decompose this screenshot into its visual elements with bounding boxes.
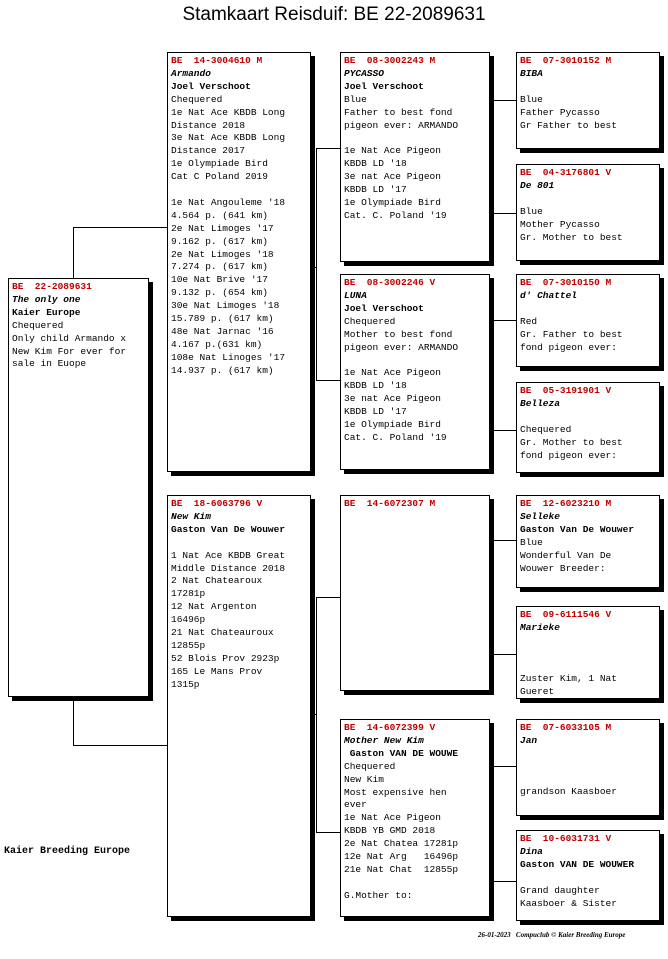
- pigeon-name: Marieke: [520, 621, 560, 633]
- ring-number: BE 07-3010150 M: [520, 277, 612, 288]
- owner-name: Gaston Van De Wouwer: [171, 523, 286, 535]
- detail-line: Wonderful Van De: [520, 549, 612, 561]
- detail-line: 1315p: [171, 678, 200, 690]
- detail-line: Mother to best fond: [344, 328, 453, 340]
- detail-line: 165 Le Mans Prov: [171, 665, 263, 677]
- detail-line: 2e Nat Chatea 17281p: [344, 838, 459, 850]
- connector: [73, 697, 74, 745]
- connector: [490, 320, 516, 321]
- connector: [490, 320, 491, 430]
- spacer: [520, 748, 656, 761]
- ring-number: BE 12-6023210 M: [520, 498, 612, 509]
- detail-line: fond pigeon ever:: [520, 449, 617, 461]
- pigeon-name: Belleza: [520, 397, 560, 409]
- detail-line: New Kim: [344, 773, 384, 785]
- pigeon-name: d' Chattel: [520, 289, 578, 301]
- spacer: [171, 184, 307, 197]
- owner-name: Gaston VAN DE WOUWE: [344, 747, 459, 759]
- detail-line: Cat C Poland 2019: [171, 171, 268, 183]
- ring-number: BE 04-3176801 V: [520, 167, 612, 178]
- ring-number: BE 07-6033105 M: [520, 722, 612, 733]
- detail-line: 21e Nat Chat 12855p: [344, 863, 459, 875]
- connector: [490, 213, 516, 214]
- detail-line: 30e Nat Limoges '18: [171, 300, 280, 312]
- detail-line: 1e Olympiade Bird: [171, 158, 268, 170]
- detail-line: 7.274 p. (617 km): [171, 261, 268, 273]
- connector: [316, 148, 340, 149]
- ring-number: BE 09-6111546 V: [520, 609, 612, 620]
- detail-line: 3e Nat Ace KBDB Long: [171, 132, 286, 144]
- connector: [73, 745, 167, 746]
- connector: [490, 881, 516, 882]
- connector: [490, 100, 516, 101]
- owner-name: Gaston VAN DE WOUWER: [520, 858, 635, 870]
- detail-line: New Kim For ever for: [12, 345, 127, 357]
- pigeon-name: Armando: [171, 67, 211, 79]
- pigeon-name: Jan: [520, 734, 538, 746]
- detail-line: 12e Nat Arg 16496p: [344, 851, 459, 863]
- ring-number: BE 14-6072307 M: [344, 498, 436, 509]
- detail-line: 16496p: [171, 614, 206, 626]
- detail-line: Red: [520, 315, 538, 327]
- detail-line: sale in Euope: [12, 358, 87, 370]
- detail-line: 1 Nat Ace KBDB Great: [171, 549, 286, 561]
- owner-name: Kaier Europe: [12, 306, 81, 318]
- detail-line: pigeon ever: ARMANDO: [344, 119, 459, 131]
- pigeon-name: BIBA: [520, 67, 543, 79]
- connector: [316, 597, 340, 598]
- detail-line: Gr. Mother to best: [520, 231, 623, 243]
- connector: [316, 832, 340, 833]
- detail-line: Mother Pycasso: [520, 218, 600, 230]
- detail-line: 4.564 p. (641 km): [171, 209, 268, 221]
- detail-line: pigeon ever: ARMANDO: [344, 341, 459, 353]
- detail-line: 12 Nat Argenton: [171, 601, 257, 613]
- detail-line: Middle Distance 2018: [171, 562, 286, 574]
- detail-line: 9.162 p. (617 km): [171, 235, 268, 247]
- detail-line: Chequered: [344, 760, 396, 772]
- detail-line: KBDB YB GMD 2018: [344, 825, 436, 837]
- pigeon-card-sire[interactable]: [167, 52, 311, 472]
- detail-line: 1e Nat Ace Pigeon: [344, 367, 441, 379]
- connector: [73, 227, 167, 228]
- detail-line: Chequered: [520, 423, 572, 435]
- owner-name: Joel Verschoot: [171, 80, 251, 92]
- detail-line: 1e Olympiade Bird: [344, 418, 441, 430]
- detail-line: Kaasboer & Sister: [520, 897, 617, 909]
- detail-line: Blue: [344, 93, 367, 105]
- detail-line: Chequered: [12, 319, 64, 331]
- pigeon-card-dds[interactable]: [516, 719, 660, 816]
- ring-number: BE 14-6072399 V: [344, 722, 436, 733]
- ring-number: BE 18-6063796 V: [171, 498, 263, 509]
- detail-line: Cat. C. Poland '19: [344, 209, 447, 221]
- connector: [316, 380, 340, 381]
- pigeon-card-sds[interactable]: [516, 274, 660, 367]
- detail-line: Zuster Kim, 1 Nat: [520, 673, 617, 685]
- pigeon-card-ssd[interactable]: [516, 164, 660, 261]
- detail-line: fond pigeon ever:: [520, 341, 617, 353]
- connector: [490, 430, 516, 431]
- pigeon-name: New Kim: [171, 510, 211, 522]
- owner-name: Gaston Van De Wouwer: [520, 523, 635, 535]
- ring-number: BE 10-6031731 V: [520, 833, 612, 844]
- detail-line: Grand daughter: [520, 884, 600, 896]
- spacer: [520, 411, 656, 424]
- spacer: [344, 877, 486, 890]
- connector: [316, 597, 317, 832]
- spacer: [520, 661, 656, 674]
- connector: [490, 766, 516, 767]
- detail-line: Gueret: [520, 686, 555, 698]
- detail-line: 9.132 p. (654 km): [171, 287, 268, 299]
- pigeon-name: De 801: [520, 179, 555, 191]
- detail-line: Blue: [520, 93, 543, 105]
- detail-line: 15.789 p. (617 km): [171, 313, 274, 325]
- detail-line: 17281p: [171, 588, 206, 600]
- detail-line: Father Pycasso: [520, 106, 600, 118]
- detail-line: Gr. Mother to best: [520, 436, 623, 448]
- spacer: [520, 648, 656, 661]
- breeder-name: Kaier Breeding Europe: [4, 846, 131, 857]
- spacer: [171, 537, 307, 550]
- ring-number: BE 08-3002243 M: [344, 55, 436, 66]
- detail-line: 14.937 p. (617 km): [171, 364, 274, 376]
- pigeon-card-sss[interactable]: [516, 52, 660, 149]
- pigeon-card-dss[interactable]: [516, 495, 660, 588]
- pigeon-card-subject[interactable]: [8, 278, 149, 697]
- detail-line: G.Mother to:: [344, 889, 413, 901]
- detail-line: 1e Nat Ace Pigeon: [344, 145, 441, 157]
- pigeon-card-dam-sire[interactable]: [340, 495, 490, 691]
- pigeon-card-dam-dam[interactable]: [340, 719, 490, 917]
- detail-line: 2 Nat Chatearoux: [171, 575, 263, 587]
- detail-line: ever: [344, 799, 367, 811]
- detail-line: Only child Armando x: [12, 332, 127, 344]
- detail-line: Gr. Father to best: [520, 328, 623, 340]
- print-footer: 26-01-2023 Compuclub © Kaier Breeding Europe: [478, 931, 626, 939]
- detail-line: grandson Kaasboer: [520, 786, 617, 798]
- detail-line: 48e Nat Jarnac '16: [171, 326, 274, 338]
- detail-line: 12855p: [171, 639, 206, 651]
- detail-line: KBDB LD '17: [344, 184, 407, 196]
- pigeon-card-sdd[interactable]: [516, 382, 660, 473]
- ring-number: BE 14-3004610 M: [171, 55, 263, 66]
- page-title: Stamkaart Reisduif: BE 22-2089631: [182, 4, 486, 25]
- ring-number: BE 07-3010152 M: [520, 55, 612, 66]
- spacer: [344, 354, 486, 367]
- detail-line: 21 Nat Chateauroux: [171, 627, 274, 639]
- pigeon-card-sire-sire[interactable]: [340, 52, 490, 262]
- detail-line: 1e Olympiade Bird: [344, 196, 441, 208]
- spacer: [520, 872, 656, 885]
- detail-line: Distance 2017: [171, 145, 246, 157]
- owner-name: Joel Verschoot: [344, 80, 424, 92]
- detail-line: KBDB LD '17: [344, 406, 407, 418]
- pigeon-card-sire-dam[interactable]: [340, 274, 490, 470]
- detail-line: 108e Nat Linoges '17: [171, 351, 286, 363]
- detail-line: KBDB LD '18: [344, 158, 407, 170]
- detail-line: KBDB LD '18: [344, 380, 407, 392]
- detail-line: 1e Nat Ace Pigeon: [344, 812, 441, 824]
- detail-line: 2e Nat Limoges '18: [171, 248, 274, 260]
- connector: [316, 148, 317, 380]
- connector: [490, 654, 516, 655]
- spacer: [520, 303, 656, 316]
- detail-line: Cat. C. Poland '19: [344, 431, 447, 443]
- connector: [490, 100, 491, 213]
- connector: [490, 540, 516, 541]
- connector: [73, 227, 74, 279]
- spacer: [520, 774, 656, 787]
- detail-line: Wouwer Breeder:: [520, 562, 606, 574]
- pigeon-card-dam[interactable]: [167, 495, 311, 917]
- detail-line: 10e Nat Brive '17: [171, 274, 268, 286]
- detail-line: Chequered: [344, 315, 396, 327]
- detail-line: 3e nat Ace Pigeon: [344, 393, 441, 405]
- pigeon-card-dsd[interactable]: [516, 606, 660, 699]
- pigeon-name: The only one: [12, 293, 81, 305]
- pigeon-name: Selleke: [520, 510, 560, 522]
- pigeon-name: Mother New Kim: [344, 734, 424, 746]
- detail-line: 52 Blois Prov 2923p: [171, 652, 280, 664]
- detail-line: 1e Nat Ace KBDB Long: [171, 106, 286, 118]
- pigeon-name: LUNA: [344, 289, 367, 301]
- ring-number: BE 08-3002246 V: [344, 277, 436, 288]
- pigeon-name: PYCASSO: [344, 67, 384, 79]
- detail-line: 2e Nat Limoges '17: [171, 222, 274, 234]
- spacer: [520, 635, 656, 648]
- detail-line: 4.167 p.(631 km): [171, 338, 263, 350]
- detail-line: Gr Father to best: [520, 119, 617, 131]
- detail-line: Chequered: [171, 93, 223, 105]
- connector: [490, 766, 491, 881]
- detail-line: 1e Nat Angouleme '18: [171, 196, 286, 208]
- spacer: [520, 81, 656, 94]
- detail-line: 3e nat Ace Pigeon: [344, 171, 441, 183]
- detail-line: Distance 2018: [171, 119, 246, 131]
- pigeon-card-ddd[interactable]: [516, 830, 660, 921]
- detail-line: Most expensive hen: [344, 786, 447, 798]
- owner-name: Joel Verschoot: [344, 302, 424, 314]
- spacer: [520, 761, 656, 774]
- detail-line: Father to best fond: [344, 106, 453, 118]
- spacer: [520, 193, 656, 206]
- connector: [490, 540, 491, 654]
- spacer: [344, 132, 486, 145]
- ring-number: BE 05-3191901 V: [520, 385, 612, 396]
- detail-line: Blue: [520, 536, 543, 548]
- ring-number: BE 22-2089631: [12, 281, 92, 292]
- detail-line: Blue: [520, 205, 543, 217]
- pigeon-name: Dina: [520, 845, 543, 857]
